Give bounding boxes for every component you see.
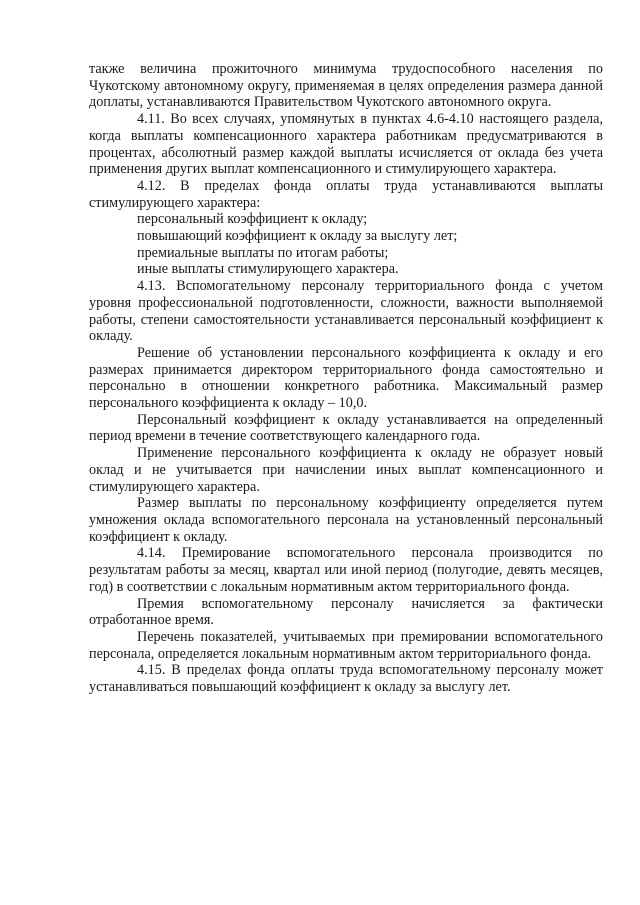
list-item: персональный коэффициент к окладу; — [137, 211, 368, 228]
paragraph: Размер выплаты по персональному коэффициенту определяется путем умножения оклада вспомогательного персонала на установленный персональный коэффициент к окладу. — [89, 495, 603, 545]
paragraph-4-15: 4.15. В пределах фонда оплаты труда вспомогательному персоналу может устанавливаться повышающий коэффициент к окладу за выслугу лет. — [89, 662, 603, 696]
paragraph: Перечень показателей, учитываемых при премировании вспомогательного персонала, определяется локальным нормативным актом территориального фонда. — [89, 628, 603, 662]
list-item: иные выплаты стимулирующего характера. — [137, 261, 399, 278]
document-body — [89, 61, 603, 696]
paragraph-4-14: 4.14. Премирование вспомогательного персонала производится по результатам работы за месяц, квартал или иной период (полугодие, девять месяцев, год) в соответствии с локальным нормативным актом территориального фонда. — [89, 545, 603, 595]
paragraph-4-13: 4.13. Вспомогательному персоналу территориального фонда с учетом уровня профессиональной подготовленности, сложности, важности выполняемой работы, степени самостоятельности устанавливается персональный коэффициент к окладу. — [89, 278, 603, 345]
list-item: повышающий коэффициент к окладу за выслугу лет; — [137, 228, 458, 245]
paragraph: Премия вспомогательному персоналу начисляется за фактически отработанное время. — [89, 595, 603, 629]
paragraph-4-11: 4.11. Во всех случаях, упомянутых в пунктах 4.6-4.10 настоящего раздела, когда выплаты компенсационного характера работникам предусматриваются в процентах, абсолютный размер каждой выплаты исчисляется от оклада без учета применения других выплат компенсационного и стимулирующего характера. — [89, 111, 603, 178]
list-item: премиальные выплаты по итогам работы; — [137, 244, 389, 261]
paragraph-4-12: 4.12. В пределах фонда оплаты труда устанавливаются выплаты стимулирующего характера: — [89, 177, 603, 211]
paragraph-continuation: также величина прожиточного минимума трудоспособного населения по Чукотскому автономному округу, применяемая в целях определения размера данной доплаты, устанавливаются Правительством Чукотского автономного округа. — [89, 61, 603, 111]
paragraph: Персональный коэффициент к окладу устанавливается на определенный период времени в течение соответствующего календарного года. — [89, 411, 603, 445]
paragraph: Решение об установлении персонального коэффициента к окладу и его размерах принимается директором территориального фонда самостоятельно и персонально в отношении конкретного работника. Максимальный размер персонального коэффициента к окладу – 10,0. — [89, 344, 603, 412]
paragraph: Применение персонального коэффициента к окладу не образует новый оклад и не учитывается при начислении иных выплат компенсационного и стимулирующего характера. — [89, 445, 603, 495]
